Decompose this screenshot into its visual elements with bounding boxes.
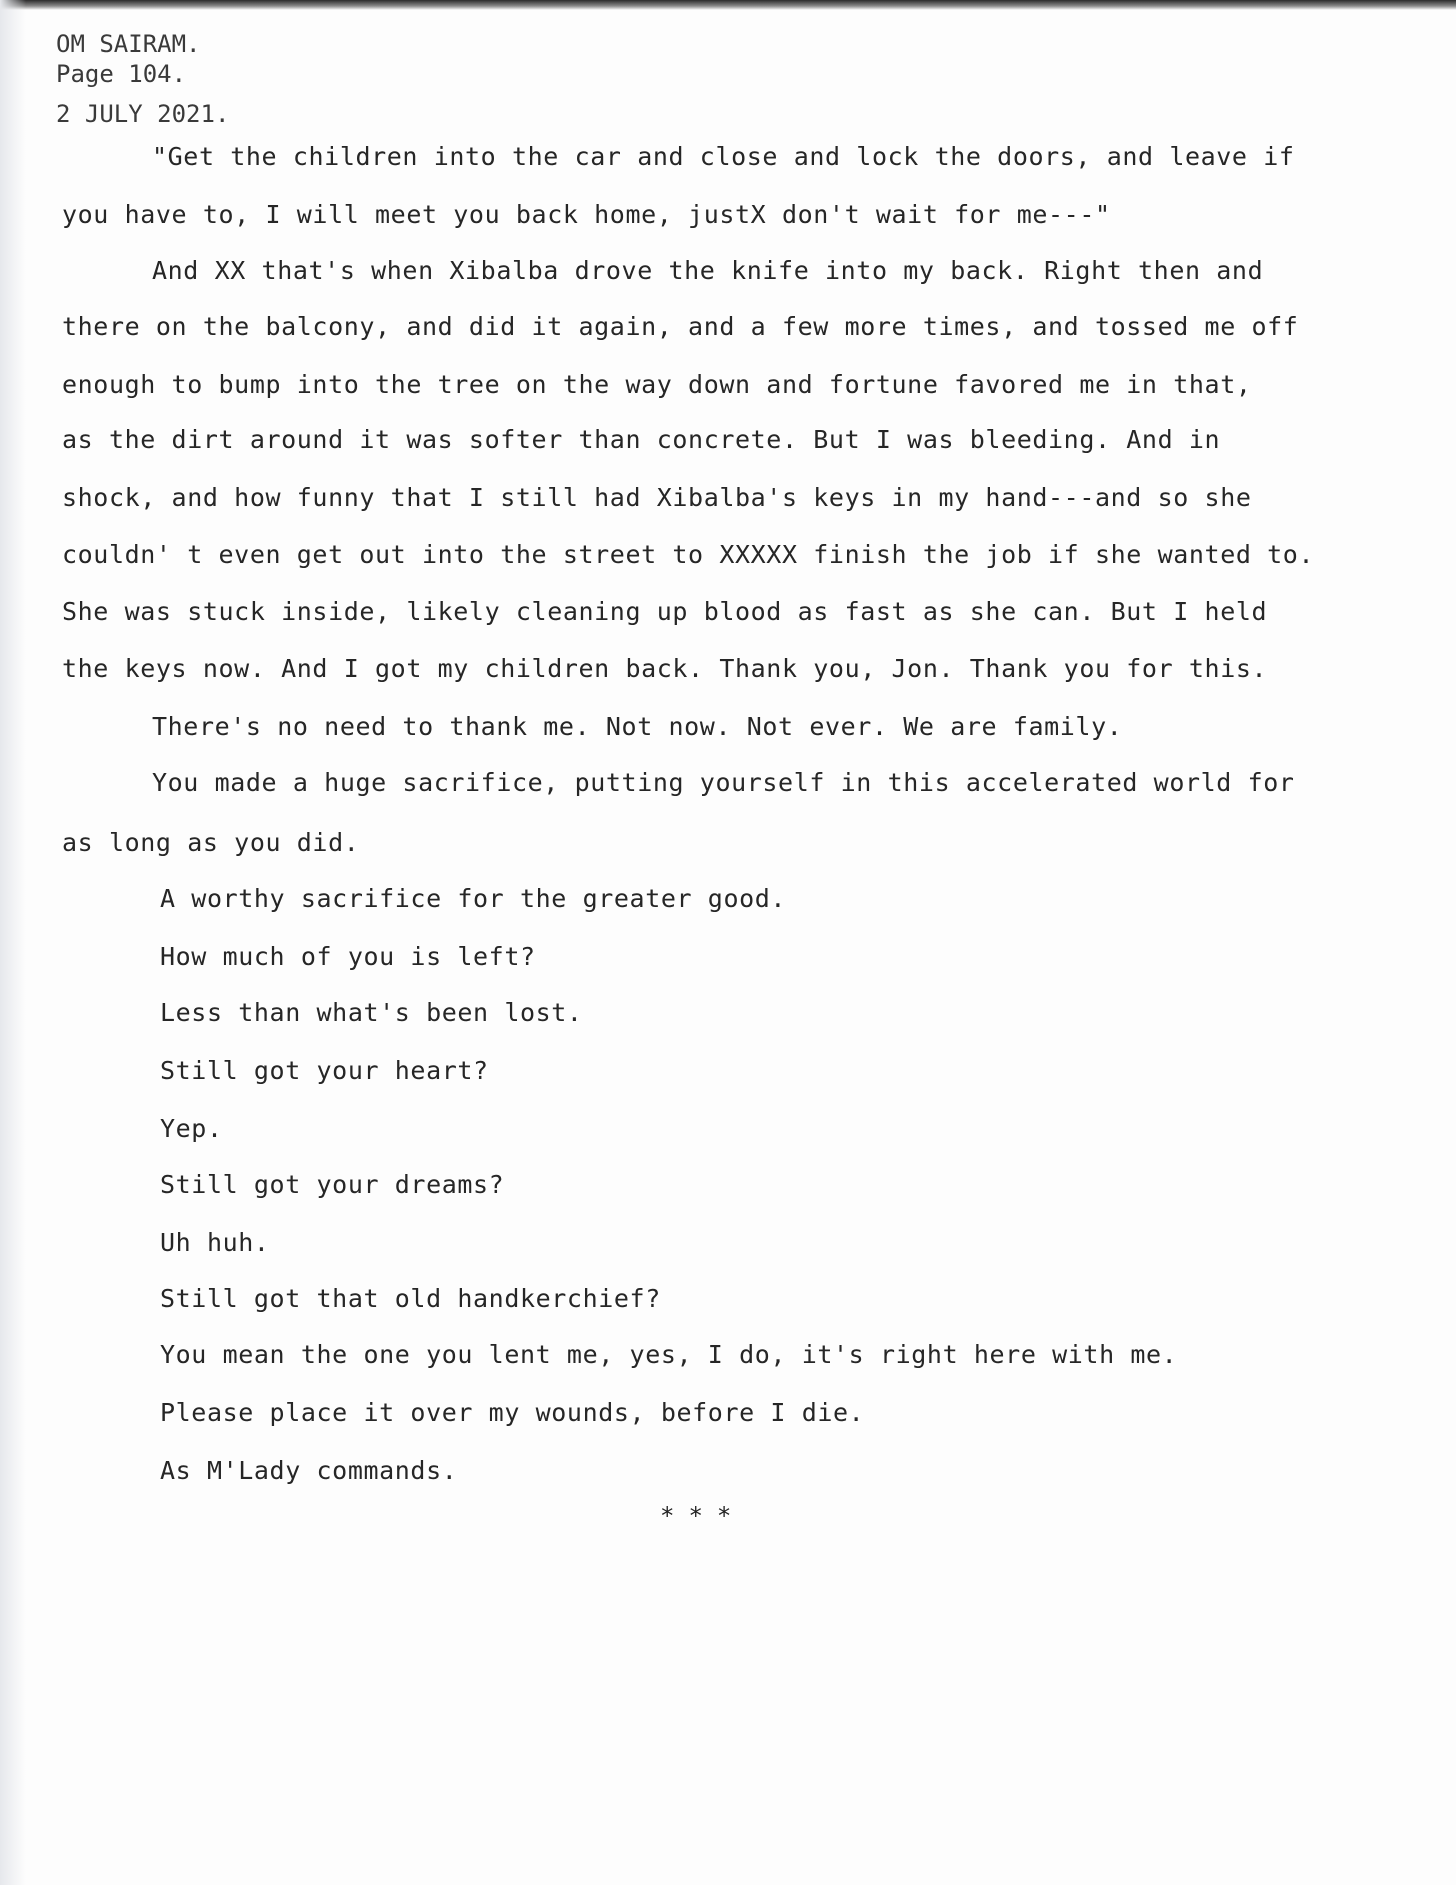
text-line: there on the balcony, and did it again, and a few more times, and tossed me off <box>62 312 1299 341</box>
dialogue-line: Still got that old handkerchief? <box>160 1284 661 1313</box>
text-line: couldn' t even get out into the street to XXXXX finish the job if she wanted to. <box>62 540 1315 569</box>
text-line: shock, and how funny that I still had Xibalba's keys in my hand---and so she <box>62 483 1252 512</box>
dialogue-line: Please place it over my wounds, before I die. <box>160 1398 865 1427</box>
text-line: She was stuck inside, likely cleaning up blood as fast as she can. But I held <box>62 597 1268 626</box>
text-line: There's no need to thank me. Not now. Not ever. We are family. <box>152 712 1123 741</box>
page-left-shadow <box>0 0 26 1885</box>
dialogue-line: You mean the one you lent me, yes, I do, it's right here with me. <box>160 1340 1178 1369</box>
dialogue-line: A worthy sacrifice for the greater good. <box>160 884 787 913</box>
text-line: as the dirt around it was softer than concrete. But I was bleeding. And in <box>62 425 1221 454</box>
header-date: 2 JULY 2021. <box>56 100 230 128</box>
header-om-sairam: OM SAIRAM. <box>56 30 201 58</box>
section-separator: *** <box>660 1502 746 1530</box>
text-line: as long as you did. <box>62 828 360 857</box>
dialogue-line: How much of you is left? <box>160 942 536 971</box>
text-line: And XX that's when Xibalba drove the knife into my back. Right then and <box>152 256 1264 285</box>
text-line: You made a huge sacrifice, putting yourself in this accelerated world for <box>152 768 1295 797</box>
text-line: enough to bump into the tree on the way down and fortune favored me in that, <box>62 370 1252 399</box>
dialogue-line: Uh huh. <box>160 1228 270 1257</box>
dialogue-line: Yep. <box>160 1114 223 1143</box>
text-line: "Get the children into the car and close and lock the doors, and leave if <box>152 142 1295 171</box>
dialogue-line: Less than what's been lost. <box>160 998 583 1027</box>
text-line: the keys now. And I got my children back. Thank you, Jon. Thank you for this. <box>62 654 1268 683</box>
dialogue-line: As M'Lady commands. <box>160 1456 458 1485</box>
dialogue-line: Still got your dreams? <box>160 1170 505 1199</box>
text-line: you have to, I will meet you back home, justX don't wait for me---" <box>62 200 1111 229</box>
dialogue-line: Still got your heart? <box>160 1056 489 1085</box>
page-top-edge <box>0 0 1456 10</box>
header-page-number: Page 104. <box>56 60 187 88</box>
